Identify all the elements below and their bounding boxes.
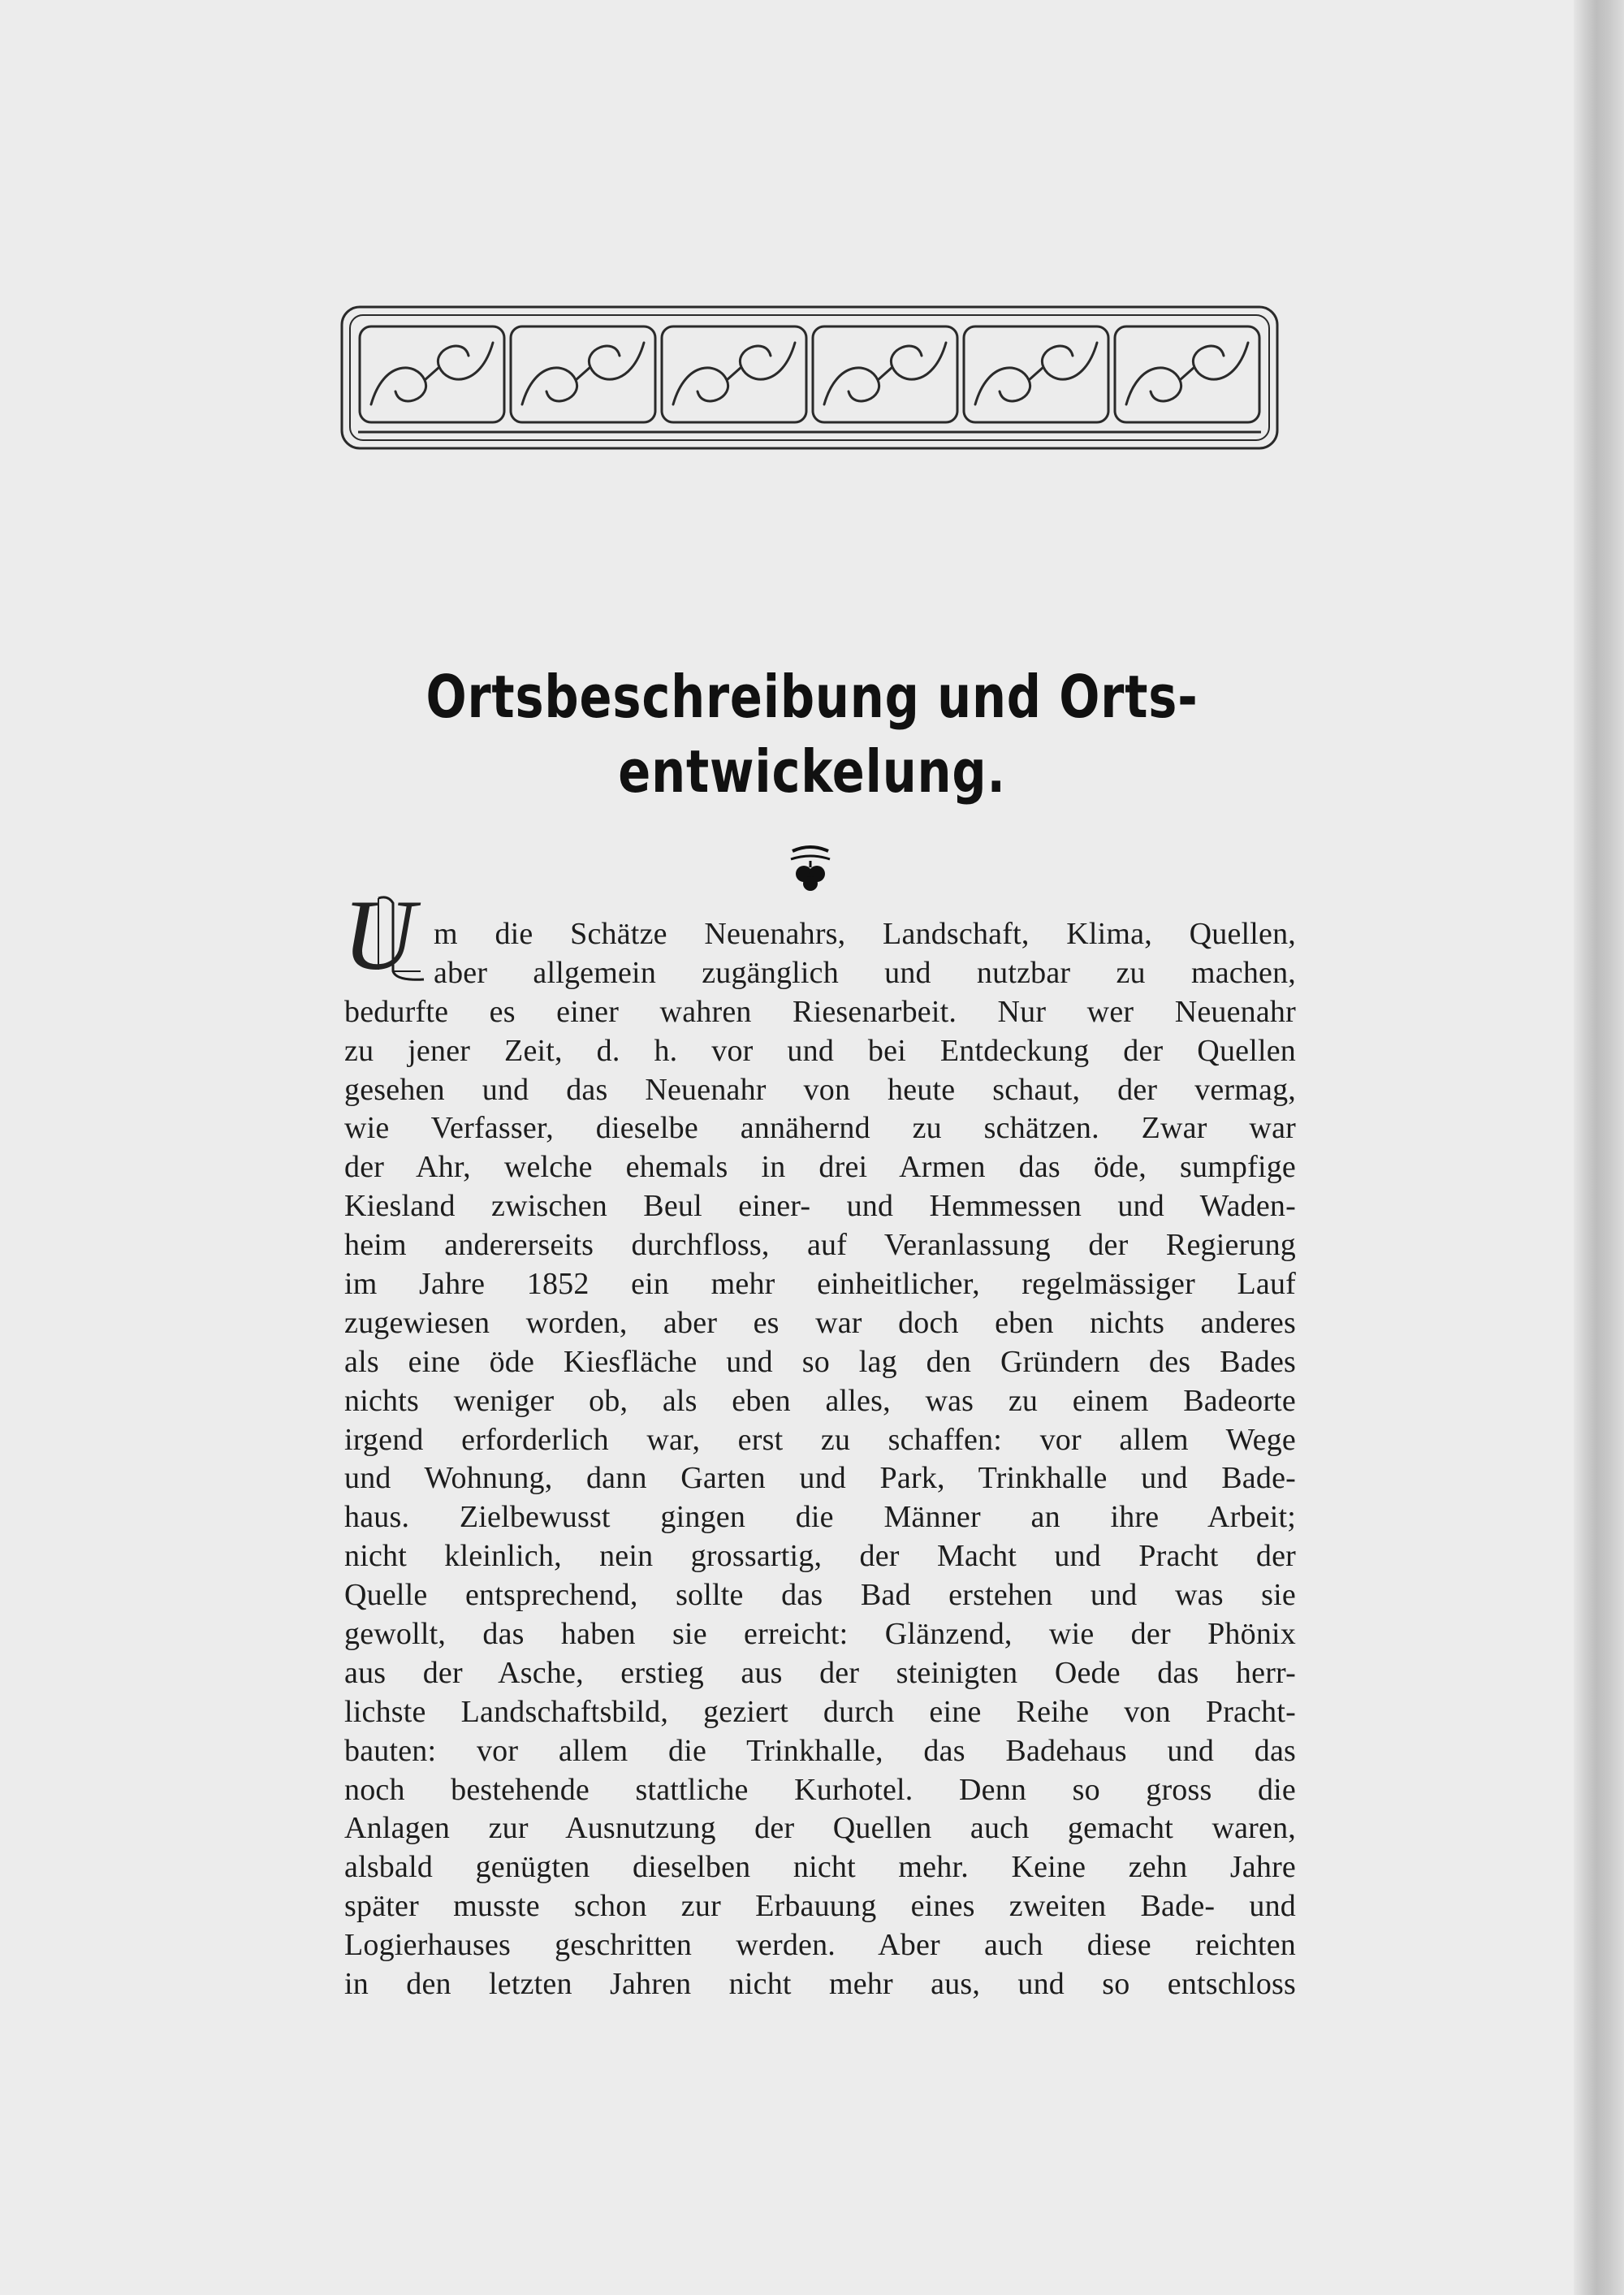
chapter-heading-line-2: entwickelung. — [618, 737, 1006, 806]
text-line: gesehen und das Neuenahr von heute schaut, der vermag, — [344, 1072, 1296, 1107]
text-line: Kiesland zwischen Beul einer- und Hemmessen und Waden- — [344, 1189, 1296, 1224]
ornament-swirl — [975, 343, 1097, 404]
ornament-swirl — [824, 343, 946, 404]
text-line: im Jahre 1852 ein mehr einheitlicher, regelmässiger Lauf — [344, 1267, 1296, 1302]
text-line: wie Verfasser, dieselbe annähernd zu schätzen. Zwar war — [344, 1111, 1296, 1146]
text-line: bedurfte es einer wahren Riesenarbeit. Nur wer Neuenahr — [344, 994, 1296, 1029]
text-line: nichts weniger ob, als eben alles, was zu einem Badeorte — [344, 1383, 1296, 1418]
ornament-swirl — [522, 343, 644, 404]
chapter-heading — [400, 659, 1225, 809]
drop-cap-letter: U — [343, 880, 416, 991]
text-line: gewollt, das haben sie erreicht: Glänzend, wie der Phönix — [344, 1617, 1296, 1652]
ornament-swirl — [673, 343, 795, 404]
text-line: alsbald genügten dieselben nicht mehr. Keine zehn Jahre — [344, 1850, 1296, 1885]
text-line: irgend erforderlich war, erst zu schaffen: vor allem Wege — [344, 1422, 1296, 1457]
text-line: bauten: vor allem die Trinkhalle, das Badehaus und das — [344, 1733, 1296, 1768]
body-text — [344, 915, 1296, 2004]
text-line: aus der Asche, erstieg aus der steinigten Oede das herr- — [344, 1655, 1296, 1690]
text-line: aber allgemein zugänglich und nutzbar zu machen, — [434, 955, 1296, 990]
text-line: nicht kleinlich, nein grossartig, der Macht und Pracht der — [344, 1539, 1296, 1574]
text-line: in den letzten Jahren nicht mehr aus, und so entschloss — [344, 1967, 1296, 2002]
ornament-swirl — [1126, 343, 1248, 404]
ornament-swirl — [371, 343, 493, 404]
text-line: als eine öde Kiesfläche und so lag den Gründern des Bades — [344, 1344, 1296, 1379]
text-line: lichste Landschaftsbild, geziert durch eine Reihe von Pracht- — [344, 1694, 1296, 1729]
text-line: noch bestehende stattliche Kurhotel. Denn so gross die — [344, 1772, 1296, 1807]
text-line: haus. Zielbewusst gingen die Männer an ihre Arbeit; — [344, 1500, 1296, 1535]
fleuron-icon — [788, 843, 833, 892]
text-line: zu jener Zeit, d. h. vor und bei Entdeckung der Quellen — [344, 1033, 1296, 1068]
book-spine-shadow — [1574, 0, 1624, 2295]
text-line: später musste schon zur Erbauung eines zweiten Bade- und — [344, 1889, 1296, 1924]
text-line: Anlagen zur Ausnutzung der Quellen auch gemacht waren, — [344, 1811, 1296, 1846]
text-line: und Wohnung, dann Garten und Park, Trinkhalle und Bade- — [344, 1461, 1296, 1496]
text-line: Logierhauses geschritten werden. Aber auch diese reichten — [344, 1928, 1296, 1963]
text-line: heim andererseits durchfloss, auf Veranlassung der Regierung — [344, 1228, 1296, 1263]
chapter-heading-line-1: Ortsbeschreibung und Orts- — [425, 663, 1199, 731]
art-nouveau-header-ornament — [339, 304, 1281, 452]
text-line: Quelle entsprechend, sollte das Bad erstehen und was sie — [344, 1578, 1296, 1613]
text-line: der Ahr, welche ehemals in drei Armen das öde, sumpfige — [344, 1150, 1296, 1185]
text-line: m die Schätze Neuenahrs, Landschaft, Klima, Quellen, — [434, 917, 1296, 951]
text-line: zugewiesen worden, aber es war doch eben nichts anderes — [344, 1305, 1296, 1340]
